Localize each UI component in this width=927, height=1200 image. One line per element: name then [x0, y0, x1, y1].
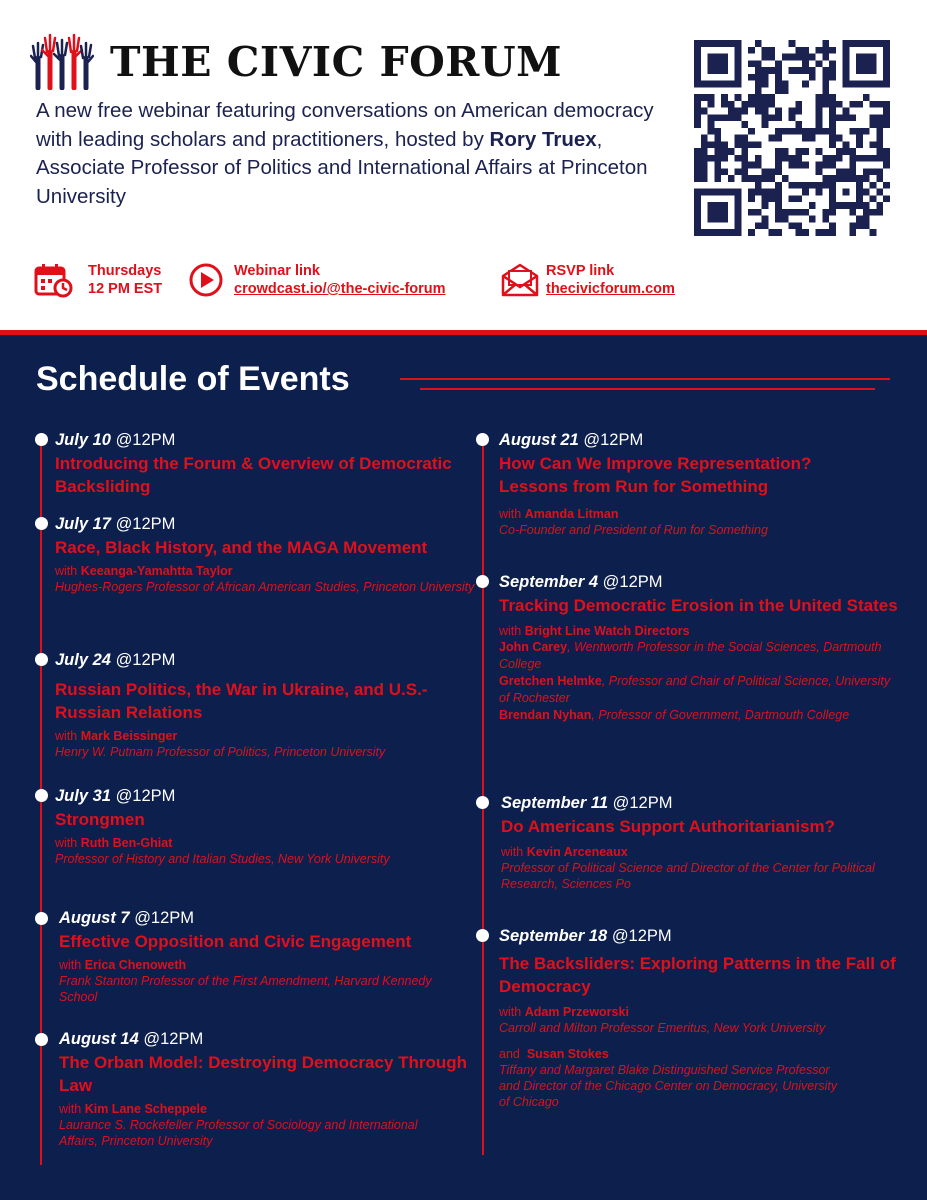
- timeline-dot: [35, 912, 48, 925]
- webinar-label: Webinar link: [234, 263, 320, 279]
- header-section: [0, 0, 927, 330]
- speaker-line: [55, 835, 475, 851]
- event-title: Introducing the Forum & Overview of Democratic Backsliding: [55, 454, 452, 496]
- panelist: [499, 707, 874, 724]
- date-text: August 14: [59, 1030, 139, 1048]
- time-text: @12PM: [134, 909, 195, 927]
- event-date: [59, 1029, 479, 1049]
- speaker-name: Keeanga-Yamahtta Taylor: [80, 564, 233, 578]
- panelist: [499, 639, 894, 673]
- event-date: [499, 572, 919, 592]
- event-title: How Can We Improve Representation? Lessons from Run for Something: [499, 454, 812, 496]
- speaker-affiliation: Carroll and Milton Professor Emeritus, New York University: [499, 1021, 826, 1035]
- subtitle-text-end: , Associate Professor of Politics and International Affairs at Princeton University: [36, 127, 648, 208]
- time-text: @12PM: [602, 573, 663, 591]
- with-text: with: [59, 1102, 82, 1116]
- time-text: @12PM: [611, 927, 672, 945]
- event-august-14: [59, 1029, 479, 1149]
- event-july-10: [55, 430, 475, 498]
- rsvp-link[interactable]: thecivicforum.com: [546, 281, 675, 297]
- speaker-affiliation: Co-Founder and President of Run for Something: [499, 523, 768, 537]
- calendar-clock-icon: [34, 262, 74, 298]
- with-text: with: [55, 836, 78, 850]
- webinar-text: [234, 262, 446, 298]
- speaker-line: [55, 728, 475, 744]
- speaker-affiliation: Professor of History and Italian Studies, New York University: [55, 852, 390, 866]
- time-text: @12PM: [115, 787, 176, 805]
- event-title: Race, Black History, and the MAGA Movement: [55, 538, 428, 557]
- time-text: @12PM: [115, 515, 176, 533]
- speaker-name: Erica Chenoweth: [84, 958, 187, 972]
- event-title: Tracking Democratic Erosion in the United States: [499, 596, 898, 615]
- host-name: Rory Truex: [489, 127, 597, 151]
- timeline-dot: [476, 433, 489, 446]
- event-september-11: [501, 793, 921, 892]
- speaker-affiliation: Henry W. Putnam Professor of Politics, Princeton University: [55, 745, 386, 759]
- speaker-name: Kevin Arceneaux: [526, 845, 628, 859]
- event-september-18: [499, 926, 919, 1110]
- qr-code[interactable]: [694, 40, 890, 236]
- title-rule-bottom: [420, 388, 875, 390]
- speaker-line: [499, 1004, 919, 1020]
- event-date: [55, 786, 475, 806]
- speaker-line: [501, 844, 921, 860]
- event-july-17: [55, 514, 475, 595]
- panelist-name: Brendan Nyhan: [499, 708, 592, 722]
- subtitle: [36, 97, 676, 211]
- date-text: July 31: [55, 787, 111, 805]
- subtitle-text: A new free webinar featuring conversations on American democracy with leading scholars and practitioners, hosted by: [36, 99, 654, 151]
- panelist-name: John Carey: [499, 640, 568, 654]
- event-title: The Backsliders: Exploring Patterns in the Fall of Democracy: [499, 954, 896, 996]
- event-title: The Orban Model: Destroying Democracy Through Law: [59, 1053, 468, 1095]
- time-text: @12PM: [583, 431, 644, 449]
- timeline-dot: [35, 1033, 48, 1046]
- rsvp-info: [500, 262, 675, 298]
- event-date: [55, 430, 475, 450]
- speaker-affiliation: Hughes-Rogers Professor of African American Studies, Princeton University: [55, 580, 475, 594]
- date-text: August 21: [499, 431, 579, 449]
- page-title: THE CIVIC FORUM: [110, 38, 563, 86]
- timeline-left: [40, 440, 42, 1165]
- event-title: Strongmen: [55, 810, 145, 829]
- speaker-line-2: [499, 1046, 919, 1062]
- date-text: September 4: [499, 573, 599, 591]
- schedule-title: Schedule of Events: [36, 360, 350, 398]
- rsvp-text: [546, 262, 675, 298]
- with-text: with: [499, 507, 522, 521]
- timeline-dot: [476, 575, 489, 588]
- with-text: with: [55, 564, 78, 578]
- speaker-line: [499, 506, 919, 522]
- speaker-line: [59, 1101, 479, 1117]
- speaker-name: Ruth Ben-Ghiat: [80, 836, 173, 850]
- event-title: Effective Opposition and Civic Engagement: [59, 932, 412, 951]
- meeting-hour: 12 PM EST: [88, 281, 163, 297]
- speaker-line: [59, 957, 479, 973]
- event-date: [55, 514, 475, 534]
- timeline-dot: [35, 517, 48, 530]
- speaker-name: Bright Line Watch Directors: [524, 624, 690, 638]
- speaker-affiliation: Professor of Political Science and Director of the Center for Political Research, Sciences Po: [501, 861, 875, 891]
- speaker-affiliation: Tiffany and Margaret Blake Distinguished Service Professor and Director of the Chicago Center on Democracy, University of Chicago: [499, 1063, 838, 1109]
- speaker-name: Mark Beissinger: [80, 729, 178, 743]
- timeline-dot: [35, 789, 48, 802]
- panelist-role: , Professor and Chair of Political Science, University of Rochester: [499, 674, 891, 705]
- speaker-name: Susan Stokes: [526, 1047, 609, 1061]
- speaker-line: [499, 623, 919, 639]
- event-title: Do Americans Support Authoritarianism?: [501, 817, 836, 836]
- event-september-4: [499, 572, 919, 724]
- play-icon: [188, 262, 228, 298]
- date-text: September 11: [501, 794, 608, 812]
- event-date: [55, 650, 475, 670]
- panelist: [499, 673, 894, 707]
- event-date: [59, 908, 479, 928]
- webinar-info: [188, 262, 446, 298]
- date-text: August 7: [59, 909, 130, 927]
- webinar-link[interactable]: crowdcast.io/@the-civic-forum: [234, 281, 446, 297]
- title-rule-top: [400, 378, 890, 380]
- with-text: with: [499, 1005, 522, 1019]
- panelist-role: , Wentworth Professor in the Social Sciences, Dartmouth College: [499, 640, 882, 671]
- date-text: July 10: [55, 431, 111, 449]
- speaker-name: Adam Przeworski: [524, 1005, 629, 1019]
- event-date: [501, 793, 921, 813]
- event-august-21: [499, 430, 919, 538]
- speaker-line: [55, 563, 475, 579]
- speaker-affiliation: Frank Stanton Professor of the First Amendment, Harvard Kennedy School: [59, 974, 432, 1004]
- rsvp-label: RSVP link: [546, 263, 615, 279]
- and-text: and: [499, 1047, 520, 1061]
- meeting-time: [88, 262, 162, 298]
- event-july-24: [55, 650, 475, 760]
- panelist-name: Gretchen Helmke: [499, 674, 602, 688]
- speaker-affiliation: Laurance S. Rockefeller Professor of Sociology and International Affairs, Princeton University: [59, 1118, 418, 1148]
- event-date: [499, 926, 919, 946]
- timeline-dot: [35, 433, 48, 446]
- with-text: with: [59, 958, 82, 972]
- event-title: Russian Politics, the War in Ukraine, and U.S.-Russian Relations: [55, 680, 428, 722]
- time-text: @12PM: [612, 794, 673, 812]
- date-text: September 18: [499, 927, 608, 945]
- with-text: with: [499, 624, 522, 638]
- speaker-name: Kim Lane Scheppele: [84, 1102, 207, 1116]
- date-text: July 24: [55, 651, 111, 669]
- event-date: [499, 430, 919, 450]
- timeline-dot: [476, 929, 489, 942]
- raised-hands-logo-icon: [30, 30, 94, 90]
- speaker-name: Amanda Litman: [524, 507, 619, 521]
- panelist-role: , Professor of Government, Dartmouth College: [591, 708, 850, 722]
- schedule-info: [34, 262, 162, 298]
- time-text: @12PM: [115, 651, 176, 669]
- date-text: July 17: [55, 515, 111, 533]
- qr-modules: [694, 40, 890, 236]
- time-text: @12PM: [143, 1030, 204, 1048]
- with-text: with: [55, 729, 78, 743]
- event-july-31: [55, 786, 475, 867]
- timeline-dot: [35, 653, 48, 666]
- envelope-icon: [500, 262, 540, 298]
- time-text: @12PM: [115, 431, 176, 449]
- event-august-7: [59, 908, 479, 1005]
- with-text: with: [501, 845, 524, 859]
- timeline-dot: [476, 796, 489, 809]
- meeting-day: Thursdays: [88, 263, 162, 279]
